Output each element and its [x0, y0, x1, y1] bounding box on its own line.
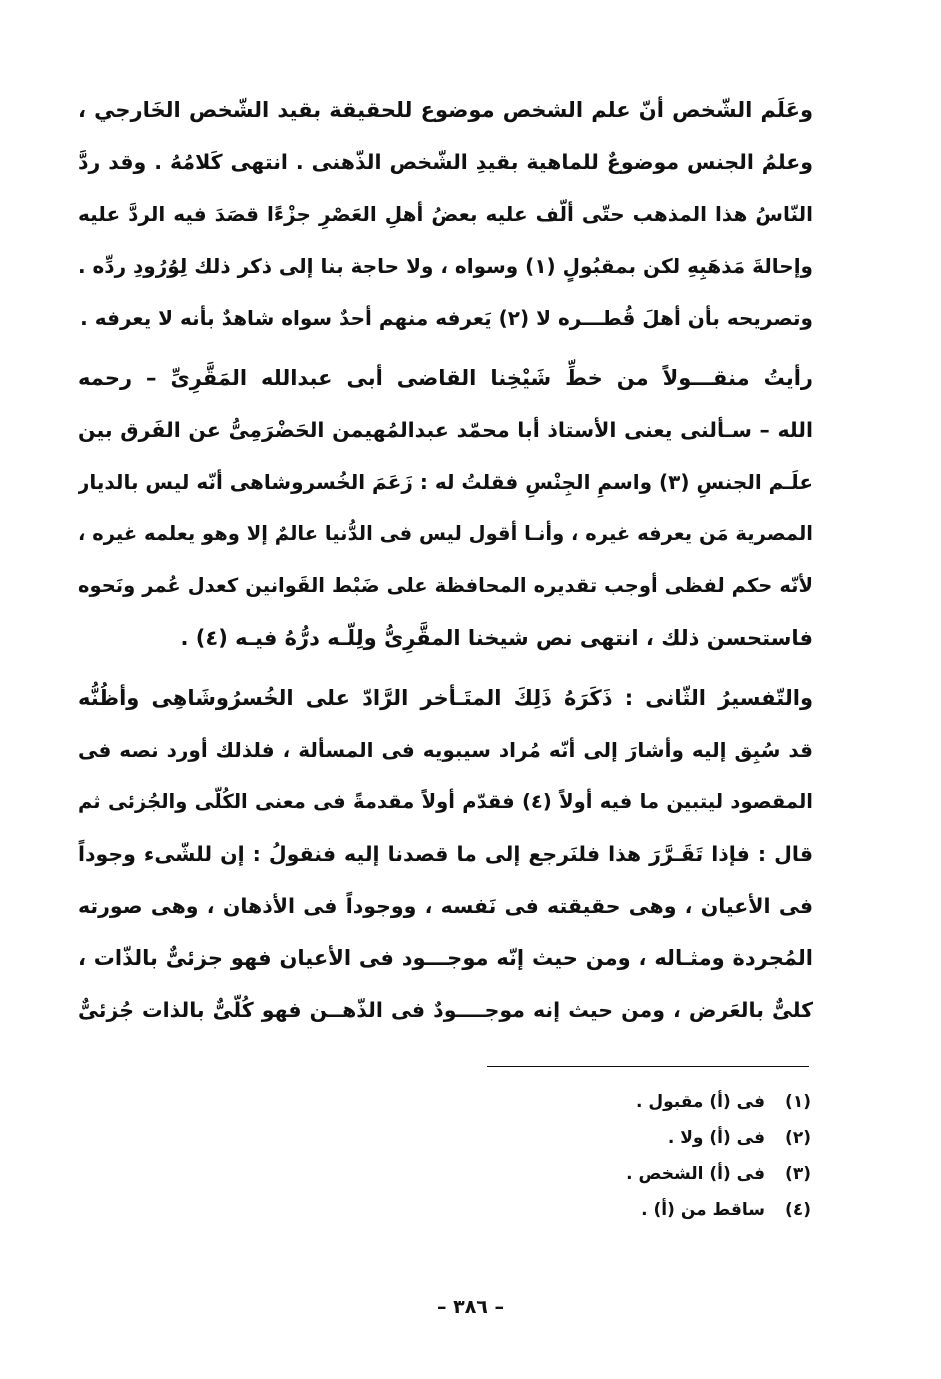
- footnote-number: (٢): [785, 1128, 811, 1148]
- text-line: والتّفسيرُ الثّانى : ذَكَرَهُ ذَلِكَ المتَـأخر الرَّادّ على الخُسرُوشَاهِى وأظُنُّه: [78, 686, 813, 710]
- paragraph-gap: [78, 344, 813, 352]
- footnote-text: ساقط من (أ) .: [641, 1200, 765, 1220]
- paragraph-2: [78, 352, 813, 664]
- footnote-text: فى (أ) الشخص .: [626, 1164, 765, 1184]
- footnote-text: فى (أ) مقبول .: [635, 1092, 765, 1112]
- footnote-number: (٤): [785, 1200, 811, 1220]
- text-line: كلىٌّ بالعَرض ، ومن حيث إنه موجــــودٌ فى الذّهــن فهو كُلّىٌّ بالذات جُزئىٌّ: [78, 998, 813, 1022]
- text-line: وتصريحه بأن أهلَ قُطـــره لا (٢) يَعرفه منهم أحدٌ سواه شاهدٌ بأنه لا يعرفه .: [80, 306, 813, 330]
- text-line: لأنّه حكم لفظى أوجب تقديره المحافظة على ضَبْط القَوانين كعدل عُمر ونَحوه: [78, 574, 813, 597]
- text-line: قد سُبِق إليه وأشارَ إلى أنّه مُراد سيبويه فى المسألة ، فلذلك أورد نصه فى: [78, 738, 813, 762]
- paragraph-1: [78, 84, 813, 344]
- footnote-item: [511, 1192, 811, 1228]
- footnote-number: (١): [785, 1092, 811, 1112]
- text-line: علَـم الجنسِ (٣) واسمِ الجِنْسِ فقلتُ له : زَعَمَ الخُسروشاهى أنّه ليس بالديار: [78, 470, 813, 494]
- main-text: [78, 84, 813, 1036]
- text-line: وعلمُ الجنس موضوعٌ للماهية بقيدِ الشّخص الذّهنى . انتهى كَلامُهُ . وقد ردَّ: [78, 150, 813, 174]
- text-line: قال : فإذا تَقَـرَّرَ هذا فلنَرجع إلى ما قصدنا إليه فنقولُ : إن للشّىء وجوداً: [78, 842, 813, 866]
- paragraph-gap: [78, 664, 813, 672]
- text-line: المصرية مَن يعرفه غيره ، وأنـا أقول ليس فى الدُّنيا عالمٌ إلا وهو يعلمه غيره ،: [78, 522, 813, 545]
- text-line: المُجردة ومثـاله ، ومن حيث إنّه موجـــود فى الأعيان فهو جزئىٌّ بالذّات ،: [78, 946, 813, 970]
- text-line: الله – سـألنى يعنى الأستاذ أبا محمّد عبدالمُهيمن الحَضْرَمِىُّ عن الفَرق بين: [78, 418, 813, 442]
- text-line: النّاسُ هذا المذهب حتّى ألّف عليه بعضُ أهلِ العَصْرِ جزْءًا قصَدَ فيه الردَّ عليه: [78, 202, 813, 226]
- footnotes: [511, 1084, 811, 1228]
- footnote-item: [511, 1156, 811, 1192]
- footnote-item: [511, 1120, 811, 1156]
- text-line: المقصود ليتبين ما فيه أولاً (٤) فقدّم أولاً مقدمةً فى معنى الكُلّى والجُزئى ثم: [78, 790, 813, 813]
- footnote-item: [511, 1084, 811, 1120]
- text-line: رأيتُ منقـــولاً من خطِّ شَيْخِنا القاضى أبى عبدالله المَقَّرِىِّ – رحمه: [78, 366, 813, 390]
- paragraph-3: [78, 672, 813, 1036]
- footnote-text: فى (أ) ولا .: [667, 1128, 765, 1148]
- text-line: وإحالةَ مَذهَبِهِ لكن بمقبُولٍ (١) وسواه ، ولا حاجة بنا إلى ذكر ذلك لِوُرُودِ ردِّه .: [78, 254, 813, 278]
- text-line: فى الأعيان ، وهى حقيقته فى نَفسه ، ووجوداً فى الأذهان ، وهى صورته: [78, 894, 813, 918]
- footnote-separator: [487, 1066, 809, 1067]
- page-number: – ٣٨٦ –: [436, 1296, 505, 1318]
- text-line: وعَلَم الشّخص أنّ علم الشخص موضوع للحقيقة بقيد الشّخص الخَارجي ،: [78, 98, 813, 122]
- footnote-number: (٣): [785, 1164, 811, 1184]
- text-line: فاستحسن ذلك ، انتهى نص شيخنا المقَّرِىُّ ولِلّـه درُّهُ فيـه (٤) .: [180, 626, 813, 650]
